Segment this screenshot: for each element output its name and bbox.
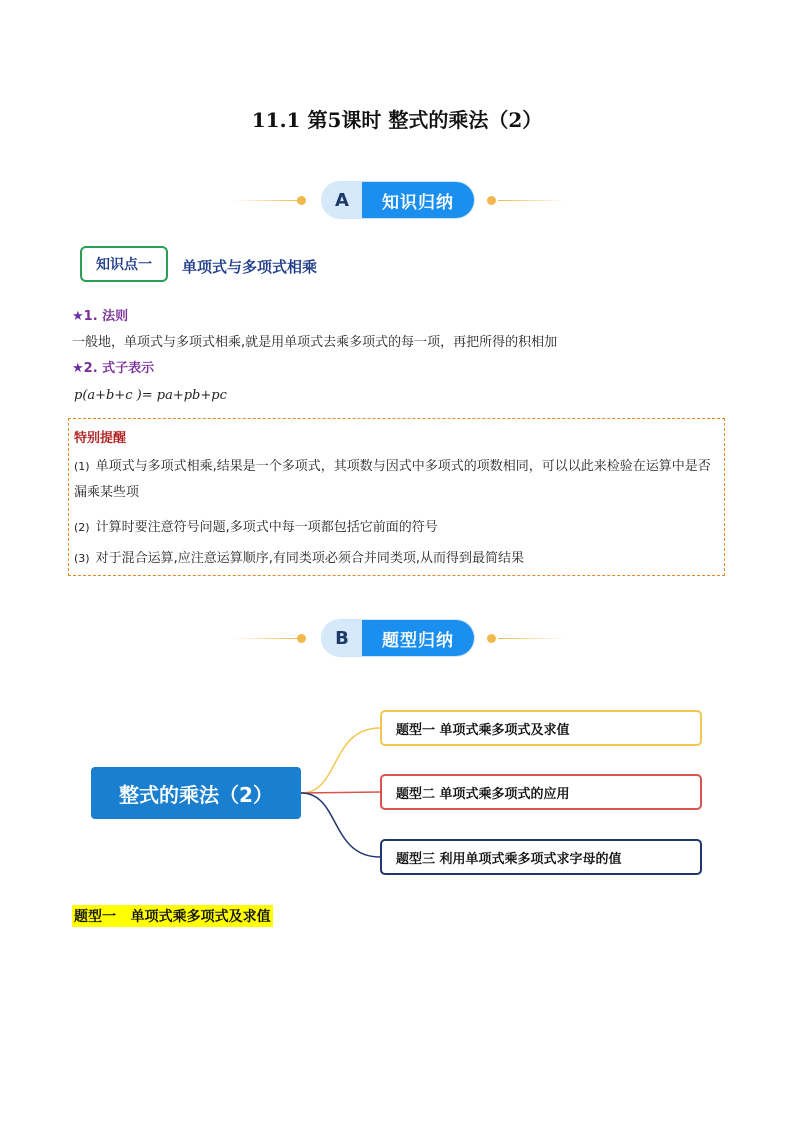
section-a-letter: A bbox=[322, 182, 362, 218]
note-item-number: (3) bbox=[74, 552, 90, 565]
note-item-number: (1) bbox=[74, 460, 90, 473]
section-b-label: 题型归纳 bbox=[362, 620, 474, 656]
knowledge-point-tag: 知识点一 bbox=[80, 246, 168, 282]
formula-heading-text: 2. 式子表示 bbox=[83, 361, 155, 376]
formula-expression: p(a+b+c )= pa+pb+pc bbox=[74, 388, 227, 403]
star-icon: ★ bbox=[72, 309, 84, 324]
note-item-text: 对于混合运算,应注意运算顺序,有同类项必须合并同类项,从而得到最简结果 bbox=[95, 551, 524, 566]
connector-branch-2 bbox=[301, 792, 380, 793]
section-b-letter: B bbox=[322, 620, 362, 656]
section-a-label: 知识归纳 bbox=[362, 182, 474, 218]
note-item-text: 计算时要注意符号问题,多项式中每一项都包括它前面的符号 bbox=[95, 520, 438, 535]
star-icon: ★ bbox=[72, 361, 84, 376]
mindmap-center-node: 整式的乘法（2） bbox=[91, 767, 301, 819]
mindmap-branch-type-2: 题型二 单项式乘多项式的应用 bbox=[380, 774, 702, 810]
connector-branch-3 bbox=[301, 793, 380, 857]
current-type-heading: 题型一 单项式乘多项式及求值 bbox=[72, 905, 273, 927]
rule-heading-text: 1. 法则 bbox=[83, 309, 129, 324]
knowledge-point-title: 单项式与多项式相乘 bbox=[182, 258, 318, 276]
mindmap-branch-type-1: 题型一 单项式乘多项式及求值 bbox=[380, 710, 702, 746]
connector-branch-1 bbox=[301, 728, 380, 793]
note-item-number: (2) bbox=[74, 521, 90, 534]
note-item-text: 单项式与多项式相乘,结果是一个多项式，其项数与因式中多项式的项数相同，可以以此来检验在运算中是否漏乘某些项 bbox=[74, 459, 711, 500]
rule-text: 一般地，单项式与多项式相乘,就是用单项式去乘多项式的每一项，再把所得的积相加 bbox=[72, 335, 558, 350]
page-title: 11.1 第5课时 整式的乘法（2） bbox=[251, 108, 543, 132]
mindmap-branch-type-3: 题型三 利用单项式乘多项式求字母的值 bbox=[380, 839, 702, 875]
note-title: 特别提醒 bbox=[74, 431, 127, 446]
